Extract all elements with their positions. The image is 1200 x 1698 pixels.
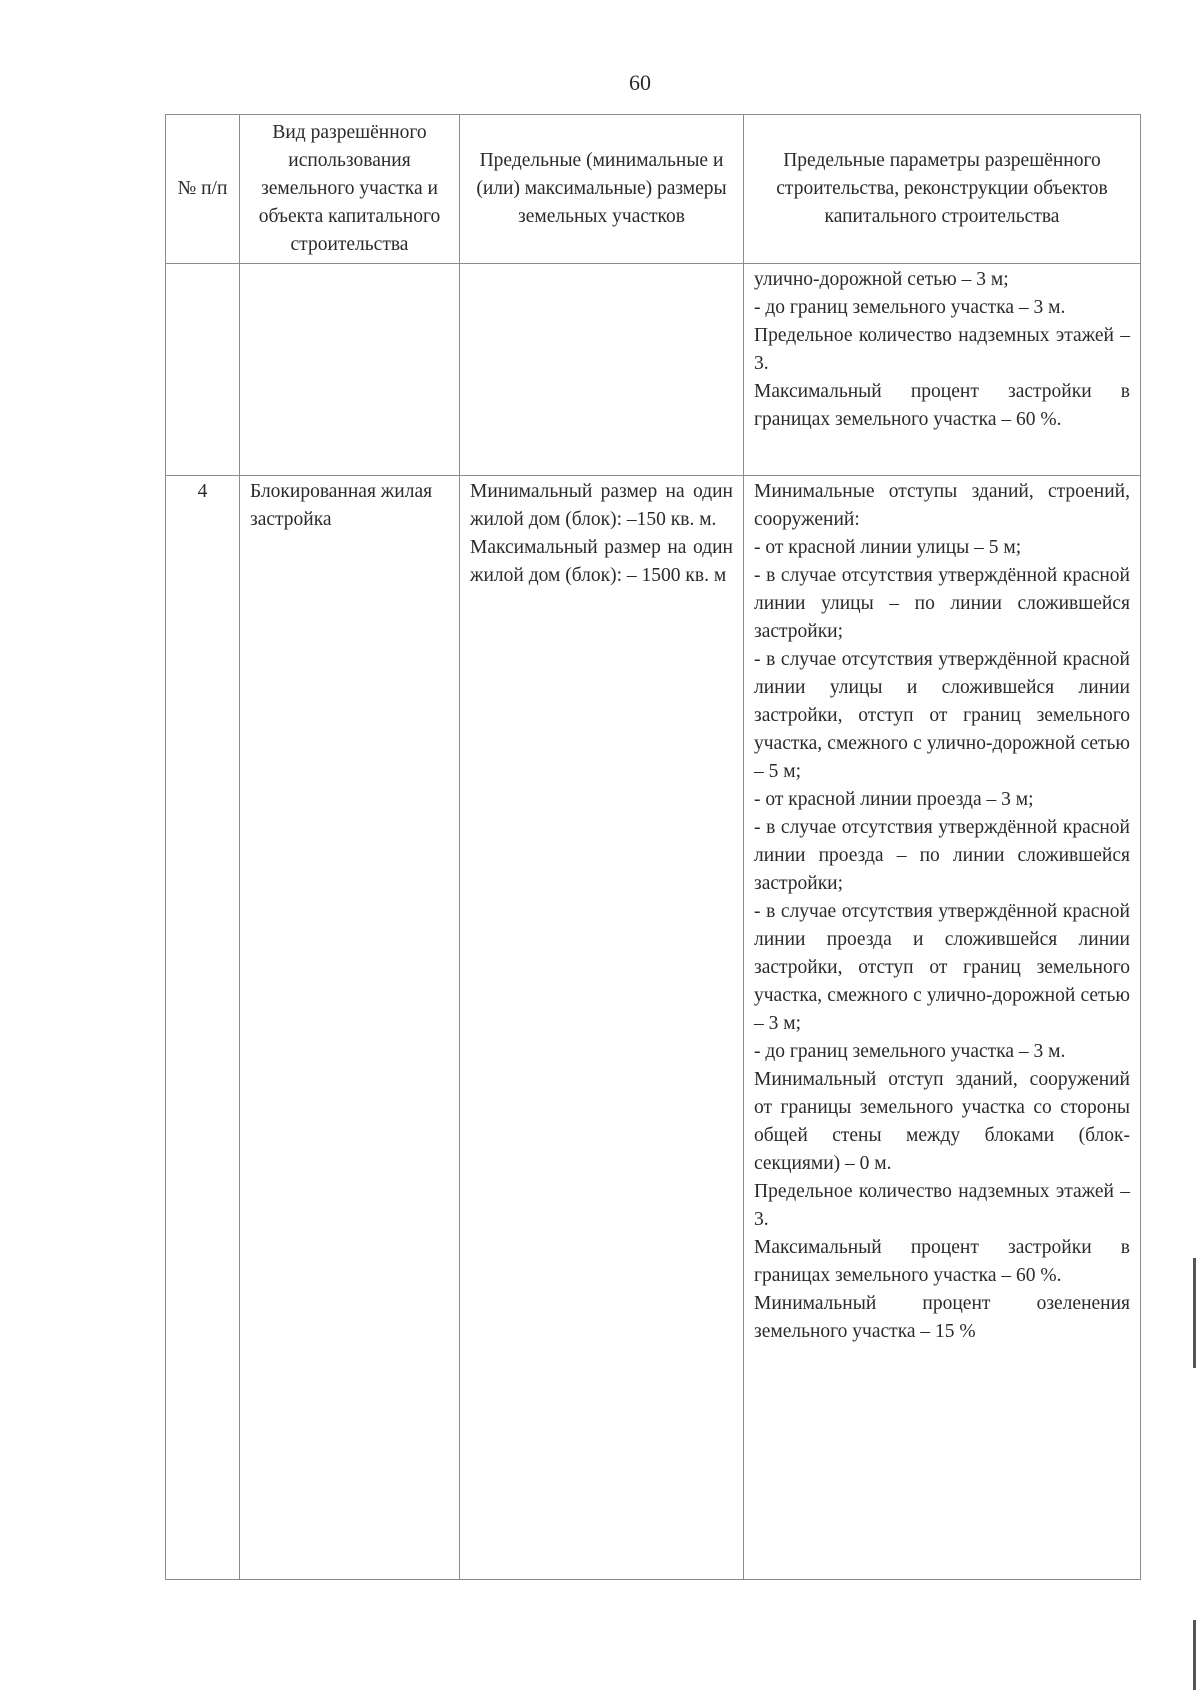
- param-line: - от красной линии улицы – 5 м;: [754, 537, 1022, 558]
- param-line: Предельное количество надземных этажей – 3.: [754, 1181, 1130, 1230]
- param-line: - в случае отсутствия утверждённой красной линии улицы и сложившейся линии застройки, отступ от границ земельного участка, смежного с улично-дорожной сетью – 5 м;: [754, 649, 1130, 782]
- param-line: Максимальный процент застройки в границах земельного участка – 60 %.: [754, 381, 1130, 430]
- scan-edge-mark: [1193, 1258, 1196, 1368]
- size-line: Максимальный размер на один жилой дом (блок): – 1500 кв. м: [470, 537, 733, 586]
- cell-num: 4: [166, 476, 240, 1580]
- cell-params: [744, 476, 1141, 1580]
- param-line: Максимальный процент застройки в границах земельного участка – 60 %.: [754, 1237, 1130, 1286]
- page-number: 60: [629, 70, 651, 95]
- cell-size: [460, 476, 744, 1580]
- cell-type: Блокированная жилая застройка: [240, 476, 460, 1580]
- table-row-continued: [166, 264, 1141, 476]
- cell-num: [166, 264, 240, 476]
- param-line: - в случае отсутствия утверждённой красной линии проезда – по линии сложившейся застройки;: [754, 817, 1130, 894]
- table-row-4: [166, 476, 1141, 1580]
- cell-type: [240, 264, 460, 476]
- param-line: - в случае отсутствия утверждённой красной линии проезда и сложившейся линии застройки, отступ от границ земельного участка, смежного с улично-дорожной сетью – 3 м;: [754, 901, 1130, 1034]
- table-header-row: [166, 115, 1141, 264]
- param-line: Минимальный отступ зданий, сооружений от границы земельного участка со стороны общей стены между блоками (блок-секциями) – 0 м.: [754, 1069, 1130, 1174]
- header-size: Предельные (минимальные и (или) максимальные) размеры земельных участков: [460, 115, 744, 264]
- zoning-table: [165, 114, 1141, 1580]
- param-line: улично-дорожной сетью – 3 м;: [754, 269, 1009, 290]
- scan-edge-mark: [1193, 1620, 1196, 1690]
- header-num: № п/п: [166, 115, 240, 264]
- param-line: - до границ земельного участка – 3 м.: [754, 297, 1066, 318]
- param-line: - в случае отсутствия утверждённой красной линии улицы – по линии сложившейся застройки;: [754, 565, 1130, 642]
- cell-size: [460, 264, 744, 476]
- param-line: Предельное количество надземных этажей – 3.: [754, 325, 1130, 374]
- param-line: - от красной линии проезда – 3 м;: [754, 789, 1034, 810]
- size-line: Минимальный размер на один жилой дом (блок): –150 кв. м.: [470, 481, 733, 530]
- param-line: Минимальные отступы зданий, строений, сооружений:: [754, 481, 1130, 530]
- cell-params: [744, 264, 1141, 476]
- param-line: Минимальный процент озеленения земельного участка – 15 %: [754, 1293, 1130, 1342]
- param-line: - до границ земельного участка – 3 м.: [754, 1041, 1066, 1062]
- header-type: Вид разрешённого использования земельного участка и объекта капитального строительства: [240, 115, 460, 264]
- header-params: Предельные параметры разрешённого строительства, реконструкции объектов капитального строительства: [744, 115, 1141, 264]
